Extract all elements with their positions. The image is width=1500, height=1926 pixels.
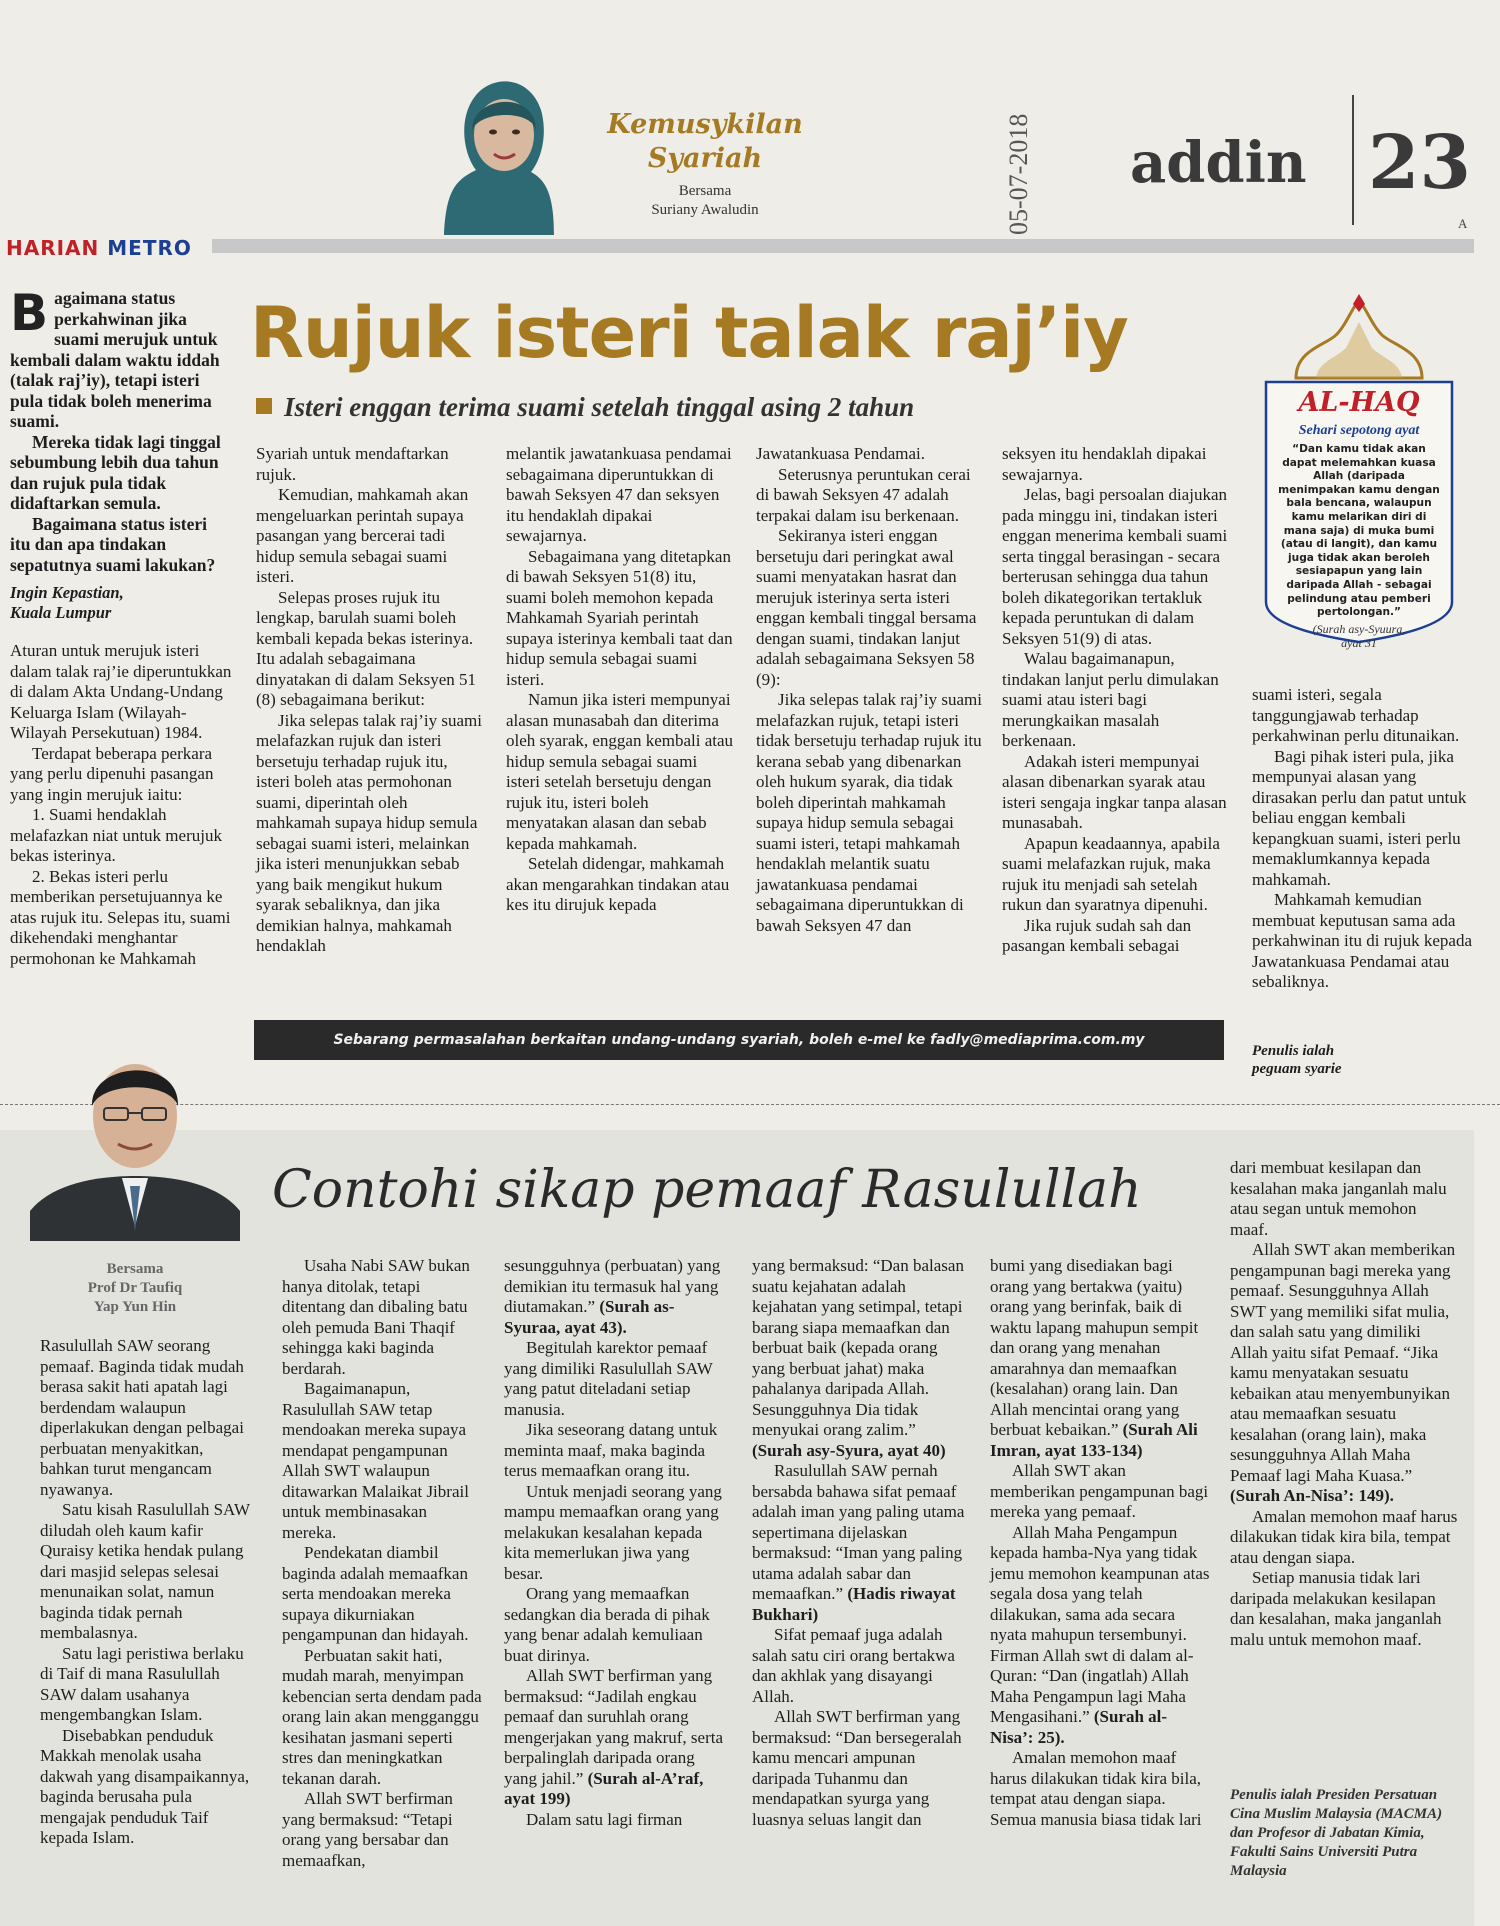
- paragraph: yang bermaksud: “Dan balasan suatu kejahatan adalah kejahatan yang setimpal, tetapi barang siapa memaafkan dan berbuat baik (kepada orang yang berbuat jahat) maka pahalanya daripada Allah. Sesungguhnya Dia tidak menyukai orang zalim.”: [752, 1256, 964, 1439]
- question-para: agaimana status perkahwinan jika suami merujuk untuk kembali dalam waktu iddah (talak raj’iy), tetapi isteri pula tidak boleh menerima suami.: [10, 288, 220, 431]
- paragraph: Jika selepas talak raj’iy suami melafazkan rujuk dan isteri bersetuju terhadap rujuk itu, isteri boleh atas permohonan suami, diperintah oleh mahkamah supaya hidup semula sebagai suami isteri, melainkan jika isteri menunjukkan sebab yang baik mengikut hukum syarak sebaliknya, dan jika demikian halnya, mahkamah hendaklah: [256, 710, 482, 955]
- quran-reference: (Surah An-Nisa’: 149).: [1230, 1486, 1394, 1505]
- alhaq-source-ayat: ayat 31: [1341, 636, 1377, 650]
- alhaq-source: [1274, 622, 1444, 650]
- header-rule: [212, 239, 1474, 253]
- paragraph: suami isteri, segala tanggungjawab terhadap perkahwinan perlu ditunaikan.: [1252, 685, 1460, 745]
- paragraph: Allah SWT berfirman yang bermaksud: “Dan bersegeralah kamu mencari ampunan daripada Tuhanmu dan mendapatkan syurga yang luasnya seluas langit dan: [752, 1707, 962, 1829]
- hadith-reference: (Hadis riwayat Bukhari): [752, 1584, 956, 1624]
- quran-reference: (Surah al-Nisa’: 25).: [990, 1707, 1168, 1747]
- paragraph: Disebabkan penduduk Makkah menolak usaha dakwah yang disampaikannya, baginda berusaha pula mengajak penduduk Taif kepada Islam.: [40, 1725, 250, 1847]
- bullet-square-icon: [256, 398, 272, 414]
- alhaq-subtitle: Sehari sepotong ayat: [1298, 423, 1420, 438]
- paragraph: Jika selepas talak raj’iy suami melafazkan rujuk, tetapi isteri tidak bersetuju terhadap rujuk itu kerana sebab yang dibenarkan oleh hukum syarak, dia tidak boleh diperintah mahkamah supaya hidup semula sebagai suami isteri, tetapi mahkamah hendaklah melantik suatu jawatankuasa pendamai sebagaimana diperuntukkan di bawah Seksyen 47 dan: [756, 690, 982, 935]
- alhaq-quote: “Dan kamu tidak akan dapat melemahkan kuasa Allah (daripada menimpakan kamu dengan bala bencana, walaupun kamu melarikan diri di mana saja) di muka bumi (atau di langit), dan kamu juga tidak akan beroleh sesiapapun yang lain daripada Allah - sebagai pelindung atau pemberi pertolongan.”: [1278, 443, 1440, 619]
- writer-line: peguam syarie: [1252, 1061, 1342, 1077]
- paragraph: Syariah untuk mendaftarkan rujuk.: [256, 444, 449, 484]
- paragraph: Terdapat beberapa perkara yang perlu dipenuhi pasangan yang ingin merujuk iaitu:: [10, 743, 214, 804]
- section-name: addin: [1130, 130, 1307, 196]
- column-byline: [570, 182, 840, 220]
- article1-column-2: [256, 444, 484, 957]
- page-number: 23: [1368, 120, 1471, 206]
- paragraph: Dalam satu lagi firman: [526, 1809, 683, 1829]
- article1-column-3: [506, 444, 734, 916]
- quran-reference: (Surah al-A’raf, ayat 199): [504, 1768, 704, 1808]
- column-title-line1: Kemusykilan: [607, 109, 803, 140]
- article2-title: Contohi sikap pemaaf Rasulullah: [272, 1160, 1142, 1220]
- alhaq-title: AL-HAQ: [1298, 387, 1420, 418]
- paragraph: bumi yang disediakan bagi orang yang bertakwa (yaitu) orang yang berinfak, baik di waktu lapang mahupun sempit dan orang yang menahan amarahnya dan memaafkan (kesalahan) orang lain. Dan Allah mencintai orang yang berbuat kebaikan.”: [990, 1256, 1199, 1439]
- alhaq-source-surah: (Surah asy-Syuura,: [1312, 622, 1406, 636]
- article2-column-4: [752, 1256, 970, 1830]
- paragraph: Amalan memohon maaf harus dilakukan tidak kira bila, tempat atau dengan siapa. Semua manusia biasa tidak lari: [990, 1748, 1202, 1829]
- logo-metro: METRO: [107, 236, 192, 260]
- paragraph: Sifat pemaaf juga adalah salah satu ciri orang bertakwa dan akhlak yang disayangi Allah.: [752, 1625, 955, 1706]
- article2-column-5: [990, 1256, 1210, 1830]
- paragraph: Namun jika isteri mempunyai alasan munasabah dan diterima oleh syarak, enggan kembali atau hidup semula sebagai suami isteri setelah bersetuju dengan rujuk itu, isteri boleh menyatakan alasan dan sebab kepada mahkamah.: [506, 690, 734, 853]
- reader-question: [10, 284, 230, 575]
- author-name: Yap Yun Hin: [93, 1299, 177, 1315]
- paragraph: Rasulullah SAW pernah bersabda bahawa sifat pemaaf adalah iman yang paling utama sepertimana dijelaskan bermaksud: “Iman yang paling utama adalah sabar dan memaafkan.”: [752, 1461, 965, 1603]
- paragraph: Pendekatan diambil baginda adalah memaafkan serta mendoakan mereka supaya dikurniakan pengampunan dan hidayah.: [282, 1543, 469, 1644]
- article2-column-2: [282, 1256, 482, 1871]
- paragraph: Amalan memohon maaf harus dilakukan tidak kira bila, tempat atau dengan siapa.: [1230, 1506, 1458, 1567]
- issue-date: [995, 95, 1041, 240]
- paragraph: Jawatankuasa Pendamai.: [756, 444, 925, 463]
- paragraph: Adakah isteri mempunyai alasan dibenarkan syarak atau isteri sengaja ingkar tanpa alasan munasabah.: [1002, 751, 1227, 832]
- quran-reference: (Surah asy-Syura, ayat 40): [752, 1440, 946, 1460]
- article1-column-6: [1252, 685, 1482, 993]
- article2-column-6: [1230, 1158, 1458, 1650]
- paragraph: Sebagaimana yang ditetapkan di bawah Seksyen 51(8) itu, suami boleh memohon kepada Mahkamah Syariah perintah supaya isterinya kembali taat dan hidup semula sebagai suami isteri.: [506, 546, 733, 689]
- paragraph: dari membuat kesilapan dan kesalahan maka janganlah malu atau segan untuk memohon maaf.: [1230, 1158, 1447, 1239]
- harian-metro-logo: [6, 236, 192, 260]
- paragraph: Satu lagi peristiwa berlaku di Taif di mana Rasulullah SAW dalam usahanya mengembangkan Islam.: [40, 1643, 244, 1724]
- paragraph: seksyen itu hendaklah dipakai sewajarnya.: [1002, 444, 1207, 484]
- asker-name: Ingin Kepastian,: [10, 583, 124, 602]
- paragraph: Satu kisah Rasulullah SAW diludah oleh kaum kafir Quraisy ketika hendak pulang dari masjid selepas selesai menunaikan solat, namun baginda tidak pernah membalasnya.: [40, 1500, 250, 1642]
- article1-subtitle: [256, 392, 914, 423]
- paragraph: Allah SWT akan memberikan pengampunan bagi mereka yang pemaaf.: [990, 1461, 1209, 1521]
- ornament-icon: [1316, 322, 1402, 378]
- paragraph: Sekiranya isteri enggan bersetuju dari peringkat awal suami menyatakan hasrat dan merujuk isterinya serta isteri enggan kembali tinggal bersama dengan suami, tindakan lanjut adalah sebagaimana Seksyen 58 (9):: [756, 526, 977, 689]
- page-letter: A: [1458, 216, 1468, 231]
- paragraph: Apapun keadaannya, apabila suami melafazkan rujuk, maka rujuk itu menjadi sah setelah rukun dan syaratnya dipenuhi.: [1002, 833, 1220, 914]
- author-name: Prof Dr Taufiq: [87, 1280, 183, 1296]
- paragraph: 2. Bekas isteri perlu memberikan persetujuannya ke atas rujuk itu. Selepas itu, suami dikehendaki menghantar permohonan ke Mahkamah: [10, 866, 231, 968]
- question-asker: [10, 583, 230, 623]
- paragraph: Bagi pihak isteri pula, jika mempunyai alasan yang dirasakan perlu dan patut untuk beliau enggan kembali kepangkuan suami, isteri perlu memaklumkannya kepada mahkamah.: [1252, 746, 1467, 889]
- article2-column-1: [40, 1336, 254, 1849]
- columnist-name: Suriany Awaludin: [651, 202, 759, 218]
- column-title-line2: Syariah: [647, 143, 763, 174]
- drop-cap: B: [10, 284, 49, 342]
- paragraph: Allah SWT berfirman yang bermaksud: “Tetapi orang yang bersabar dan memaafkan,: [282, 1789, 453, 1870]
- paragraph: Untuk menjadi seorang yang mampu memaafkan orang yang melakukan kesalahan kepada kita memerlukan jiwa yang besar.: [504, 1481, 722, 1583]
- paragraph: Allah Maha Pengampun kepada hamba-Nya yang tidak jemu memohon keampunan atas segala dosa yang telah dilakukan, sama ada secara nyata mahupun tersembunyi. Firman Allah swt di dalam al-Quran: “Dan (ingatlah) Allah Maha Pengampun lagi Maha Mengasihani.”: [990, 1522, 1210, 1726]
- paragraph: Begitulah karektor pemaaf yang dimiliki Rasulullah SAW yang patut diteladani setiap manusia.: [504, 1338, 713, 1419]
- article1-title: Rujuk isteri talak raj’iy: [250, 292, 1128, 374]
- article2-column-3: [504, 1256, 724, 1830]
- paragraph: Mahkamah kemudian membuat keputusan sama ada perkahwinan itu di rujuk kepada Jawatankuasa Pendamai atau sebaliknya.: [1252, 890, 1472, 991]
- article1-column-4: [756, 444, 984, 936]
- logo-harian: HARIAN: [6, 236, 100, 260]
- article1-writer-note: [1252, 1042, 1462, 1078]
- article1-subtitle-text: Isteri enggan terima suami setelah tinggal asing 2 tahun: [284, 392, 915, 422]
- bersama-label: Bersama: [678, 183, 732, 199]
- writer-line: Penulis ialah: [1252, 1043, 1335, 1059]
- paragraph: Jelas, bagi persoalan diajukan pada minggu ini, tindakan isteri enggan menerima kembali suami serta tinggal berasingan - secara berterusan sehingga dua tahun boleh dikategorikan tertakluk kepada peruntukan di dalam Seksyen 51(9) di atas.: [1002, 485, 1228, 648]
- quran-reference: (Surah Ali Imran, ayat 133-134): [990, 1420, 1198, 1460]
- paragraph: Allah SWT akan memberikan pengampunan bagi mereka yang pemaaf. Sesungguhnya Allah SWT yang memiliki sifat mulia, dan salah satu yang dimiliki Allah yaitu sifat Pemaaf. “Jika kamu menyatakan sesuatu kebaikan atau menyembunyikan atau memaafkan sesuatu kesalahan (orang lain), maka sesungguhnya Allah Maha Pemaaf lagi Maha Kuasa.”: [1230, 1240, 1456, 1485]
- article1-column-1: [10, 641, 232, 969]
- paragraph: Setelah didengar, mahkamah akan mengarahkan tindakan atau kes itu dirujuk kepada: [506, 854, 730, 914]
- question-para: Bagaimana status isteri itu dan apa tindakan sepatutnya suami lakukan?: [10, 513, 216, 575]
- paragraph: Setiap manusia tidak lari daripada melakukan kesilapan dan kesalahan, maka janganlah malu untuk memohon maaf.: [1230, 1568, 1442, 1649]
- paragraph: Usaha Nabi SAW bukan hanya ditolak, tetapi ditentang dan dibaling batu oleh pemuda Bani Thaqif sehingga kaki baginda berdarah.: [282, 1256, 470, 1378]
- paragraph: Kemudian, mahkamah akan mengeluarkan perintah supaya pasangan yang bercerai tadi hidup semula sebagai suami isteri.: [256, 485, 469, 586]
- question-para: Mereka tidak lagi tinggal sebumbung lebih dua tahun dan rujuk pula tidak didaftarkan semula.: [10, 431, 221, 513]
- bersama-label: Bersama: [106, 1261, 164, 1277]
- columnist-portrait: [436, 70, 556, 235]
- paragraph: Rasulullah SAW seorang pemaaf. Baginda tidak mudah berasa sakit hati apatah lagi berdendam walaupun diperlakukan dengan pelbagai perbuatan menyakitkan, bahkan turut mengancam nyawanya.: [40, 1336, 244, 1499]
- issue-date-text: 05-07-2018: [1004, 113, 1033, 235]
- paragraph: Seterusnya peruntukan cerai di bawah Seksyen 47 adalah terpakai dalam isu berkenaan.: [756, 464, 971, 525]
- author-portrait: [30, 1036, 240, 1241]
- paragraph: Selepas proses rujuk itu lengkap, barulah suami boleh kembali kepada bekas isterinya. Itu adalah sebagaimana dinyatakan di dalam Seksyen 51 (8) sebagaimana berikut:: [256, 587, 477, 709]
- article2-writer-note: Penulis ialah Presiden Persatuan Cina Muslim Malaysia (MACMA) dan Profesor di Jabatan Kimia, Fakulti Sains Universiti Putra Malaysia: [1230, 1787, 1443, 1879]
- quran-reference: (Surah as-Syuraa, ayat 43).: [504, 1297, 675, 1337]
- asker-location: Kuala Lumpur: [10, 603, 112, 622]
- contact-email-banner: Sebarang permasalahan berkaitan undang-undang syariah, boleh e-mel ke fadly@mediaprima.com.my: [254, 1020, 1224, 1060]
- paragraph: Allah SWT berfirman yang bermaksud: “Jadilah engkau pemaaf dan suruhlah orang mengerjakan yang makruf, serta berpalinglah daripada orang yang jahil.”: [504, 1666, 724, 1788]
- paragraph: Jika seseorang datang untuk meminta maaf, maka baginda terus memaafkan orang itu.: [504, 1420, 718, 1480]
- paragraph: Orang yang memaafkan sedangkan dia berada di pihak yang benar adalah kemuliaan buat dirinya.: [504, 1584, 710, 1665]
- paragraph: Aturan untuk merujuk isteri dalam talak raj’ie diperuntukkan di dalam Akta Undang-Undang Keluarga Islam (Wilayah-Wilayah Persekutuan) 1984.: [10, 641, 232, 742]
- paragraph: Jika rujuk sudah sah dan pasangan kembali sebagai: [1002, 915, 1192, 955]
- article1-column-5: [1002, 444, 1230, 957]
- header-divider: [1352, 95, 1354, 225]
- paragraph: Bagaimanapun, Rasulullah SAW tetap mendoakan mereka supaya mendapat pengampunan Allah SWT walaupun ditawarkan Malaikat Jibrail untuk membinasakan mereka.: [282, 1379, 469, 1542]
- column-title: [570, 108, 840, 176]
- paragraph: Walau bagaimanapun, tindakan lanjut perlu dimulakan suami atau isteri bagi merungkaikan masalah berkenaan.: [1002, 649, 1219, 750]
- article2-byline: [30, 1260, 240, 1317]
- paragraph: melantik jawatankuasa pendamai sebagaimana diperuntukkan di bawah Seksyen 47 dan seksyen itu hendaklah dipakai sewajarnya.: [506, 444, 732, 545]
- paragraph: 1. Suami hendaklah melafazkan niat untuk merujuk bekas isterinya.: [10, 805, 222, 865]
- paragraph: Perbuatan sakit hati, mudah marah, menyimpan kebencian serta dendam pada orang lain akan mengganggu kesihatan jasmani seperti stres dan meningkatkan tekanan darah.: [282, 1645, 482, 1788]
- paragraph: sesungguhnya (perbuatan) yang demikian itu termasuk hal yang diutamakan.”: [504, 1256, 721, 1316]
